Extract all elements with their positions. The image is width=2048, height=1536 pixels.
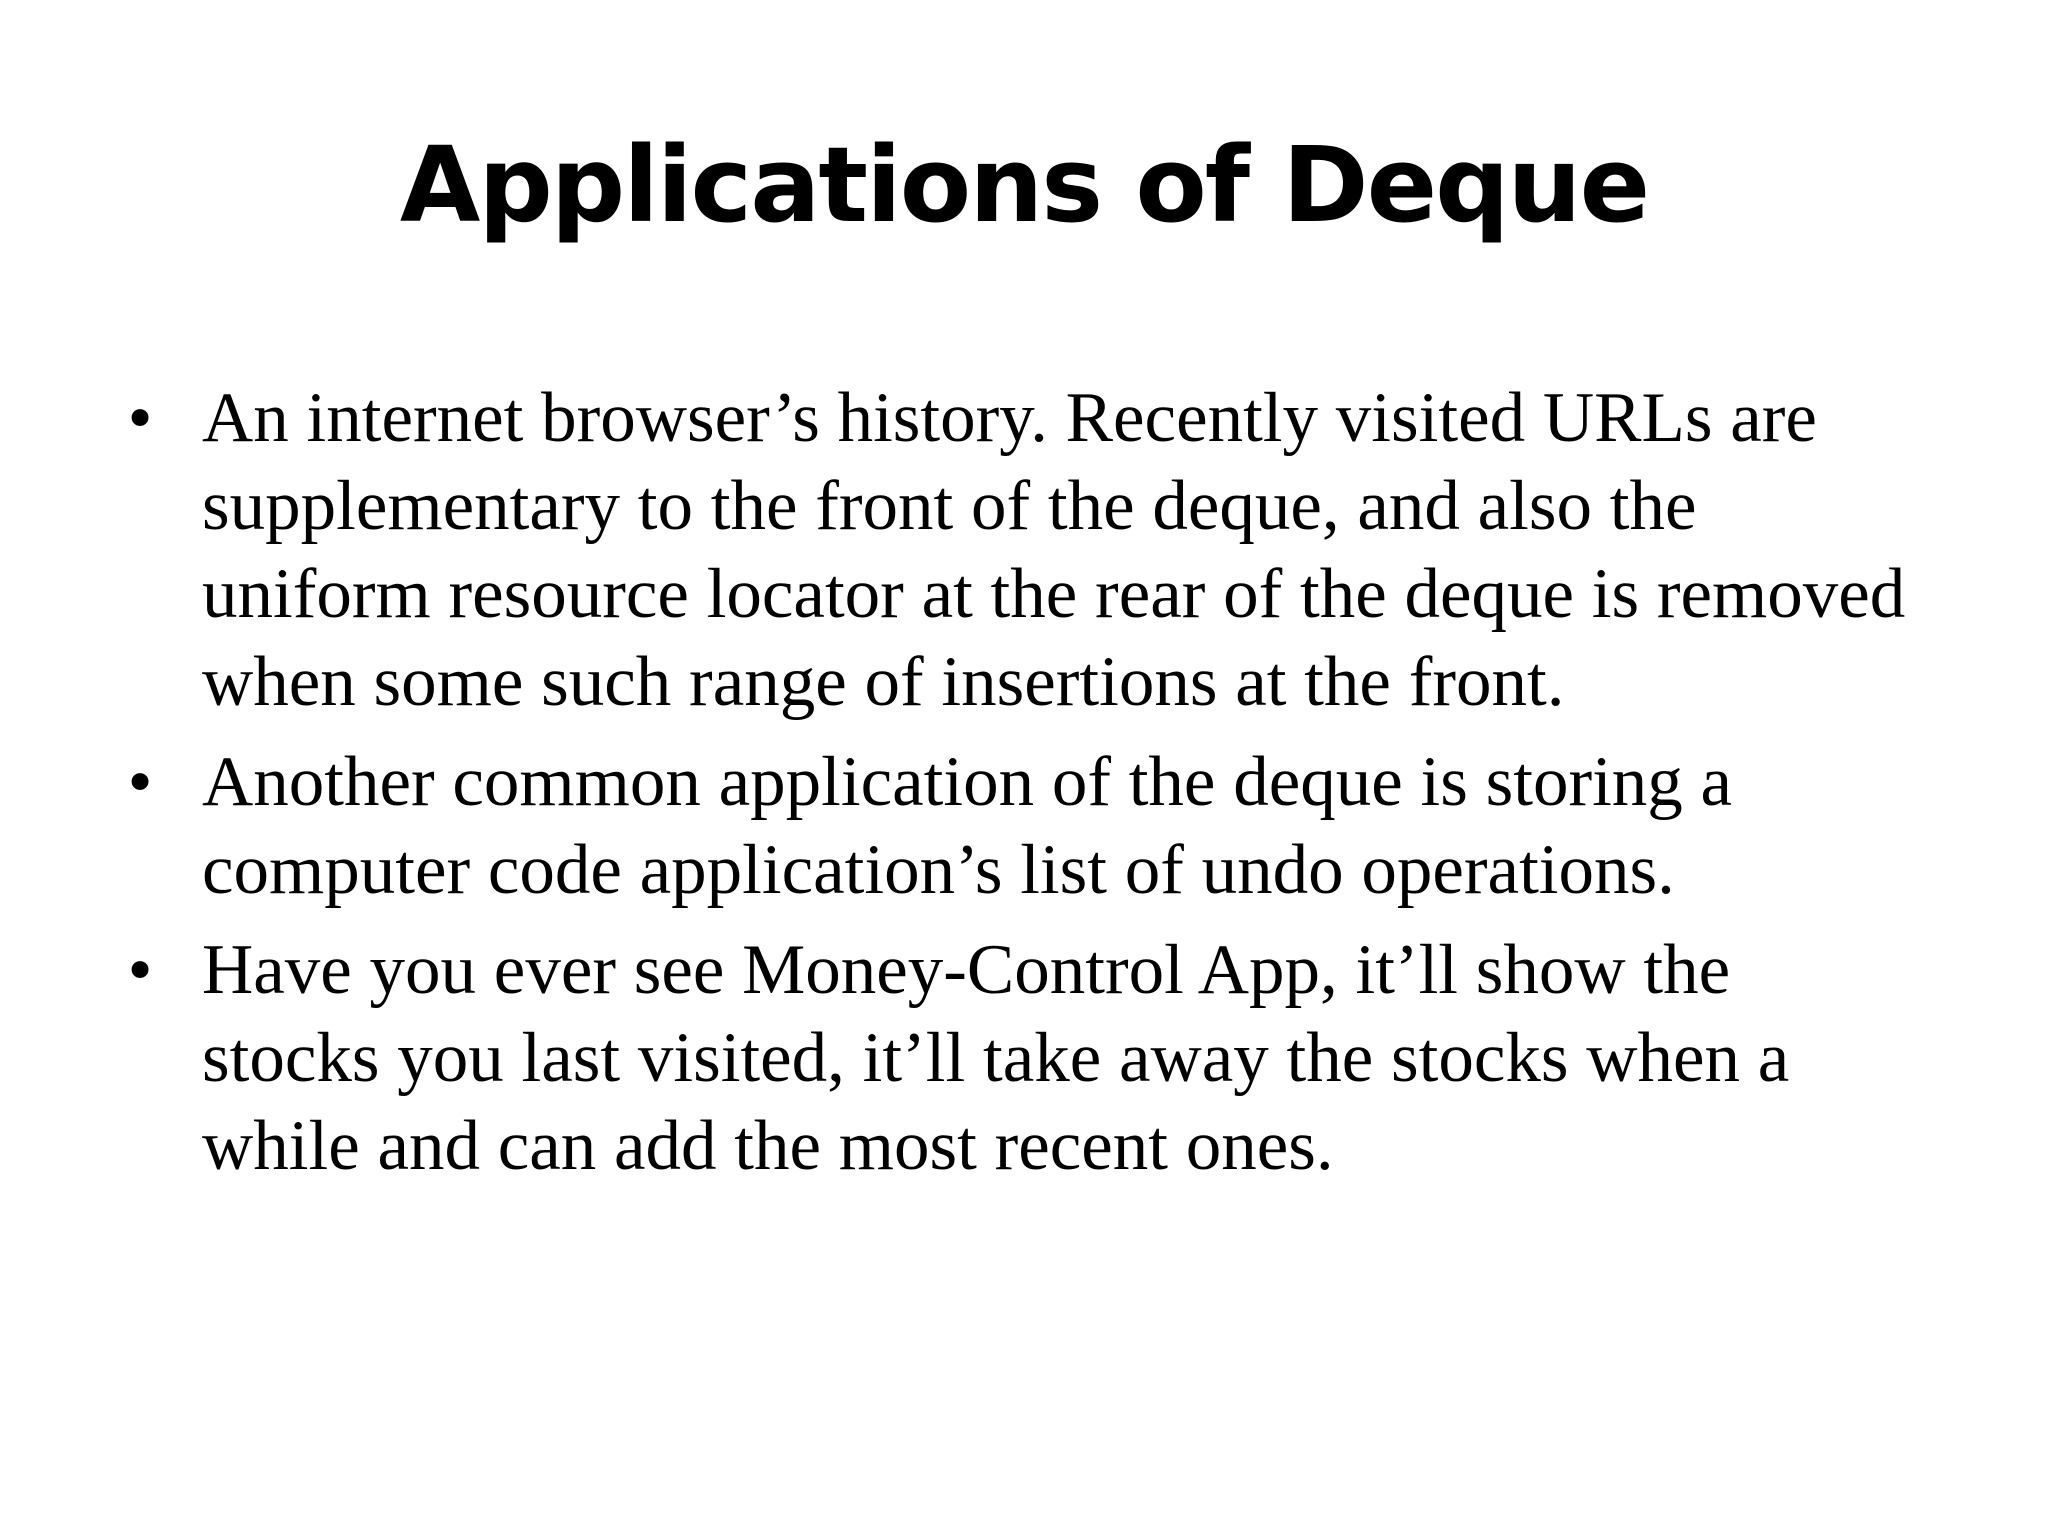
- bullet-marker: •: [127, 379, 153, 457]
- bullet-marker: •: [127, 931, 153, 1009]
- bullet-text: Another common application of the deque is storing a computer code application’s list of undo operations.: [202, 743, 1733, 909]
- bullet-text: An internet browser’s history. Recently visited URLs are supplementary to the front of the deque, and also the uniform resource locator at the rear of the deque is removed when some such range of insertions at the front.: [202, 379, 1906, 721]
- bullet-list: [120, 374, 1920, 1202]
- bullet-item-money-control: [120, 926, 1920, 1190]
- slide-title: Applications of Deque: [399, 124, 1649, 246]
- bullet-item-browser-history: [120, 374, 1920, 726]
- bullet-item-undo-operations: [120, 738, 1920, 914]
- bullet-marker: •: [127, 743, 153, 821]
- bullet-text: Have you ever see Money-Control App, it’ll show the stocks you last visited, it’ll take away the stocks when a while and can add the most recent ones.: [202, 931, 1790, 1185]
